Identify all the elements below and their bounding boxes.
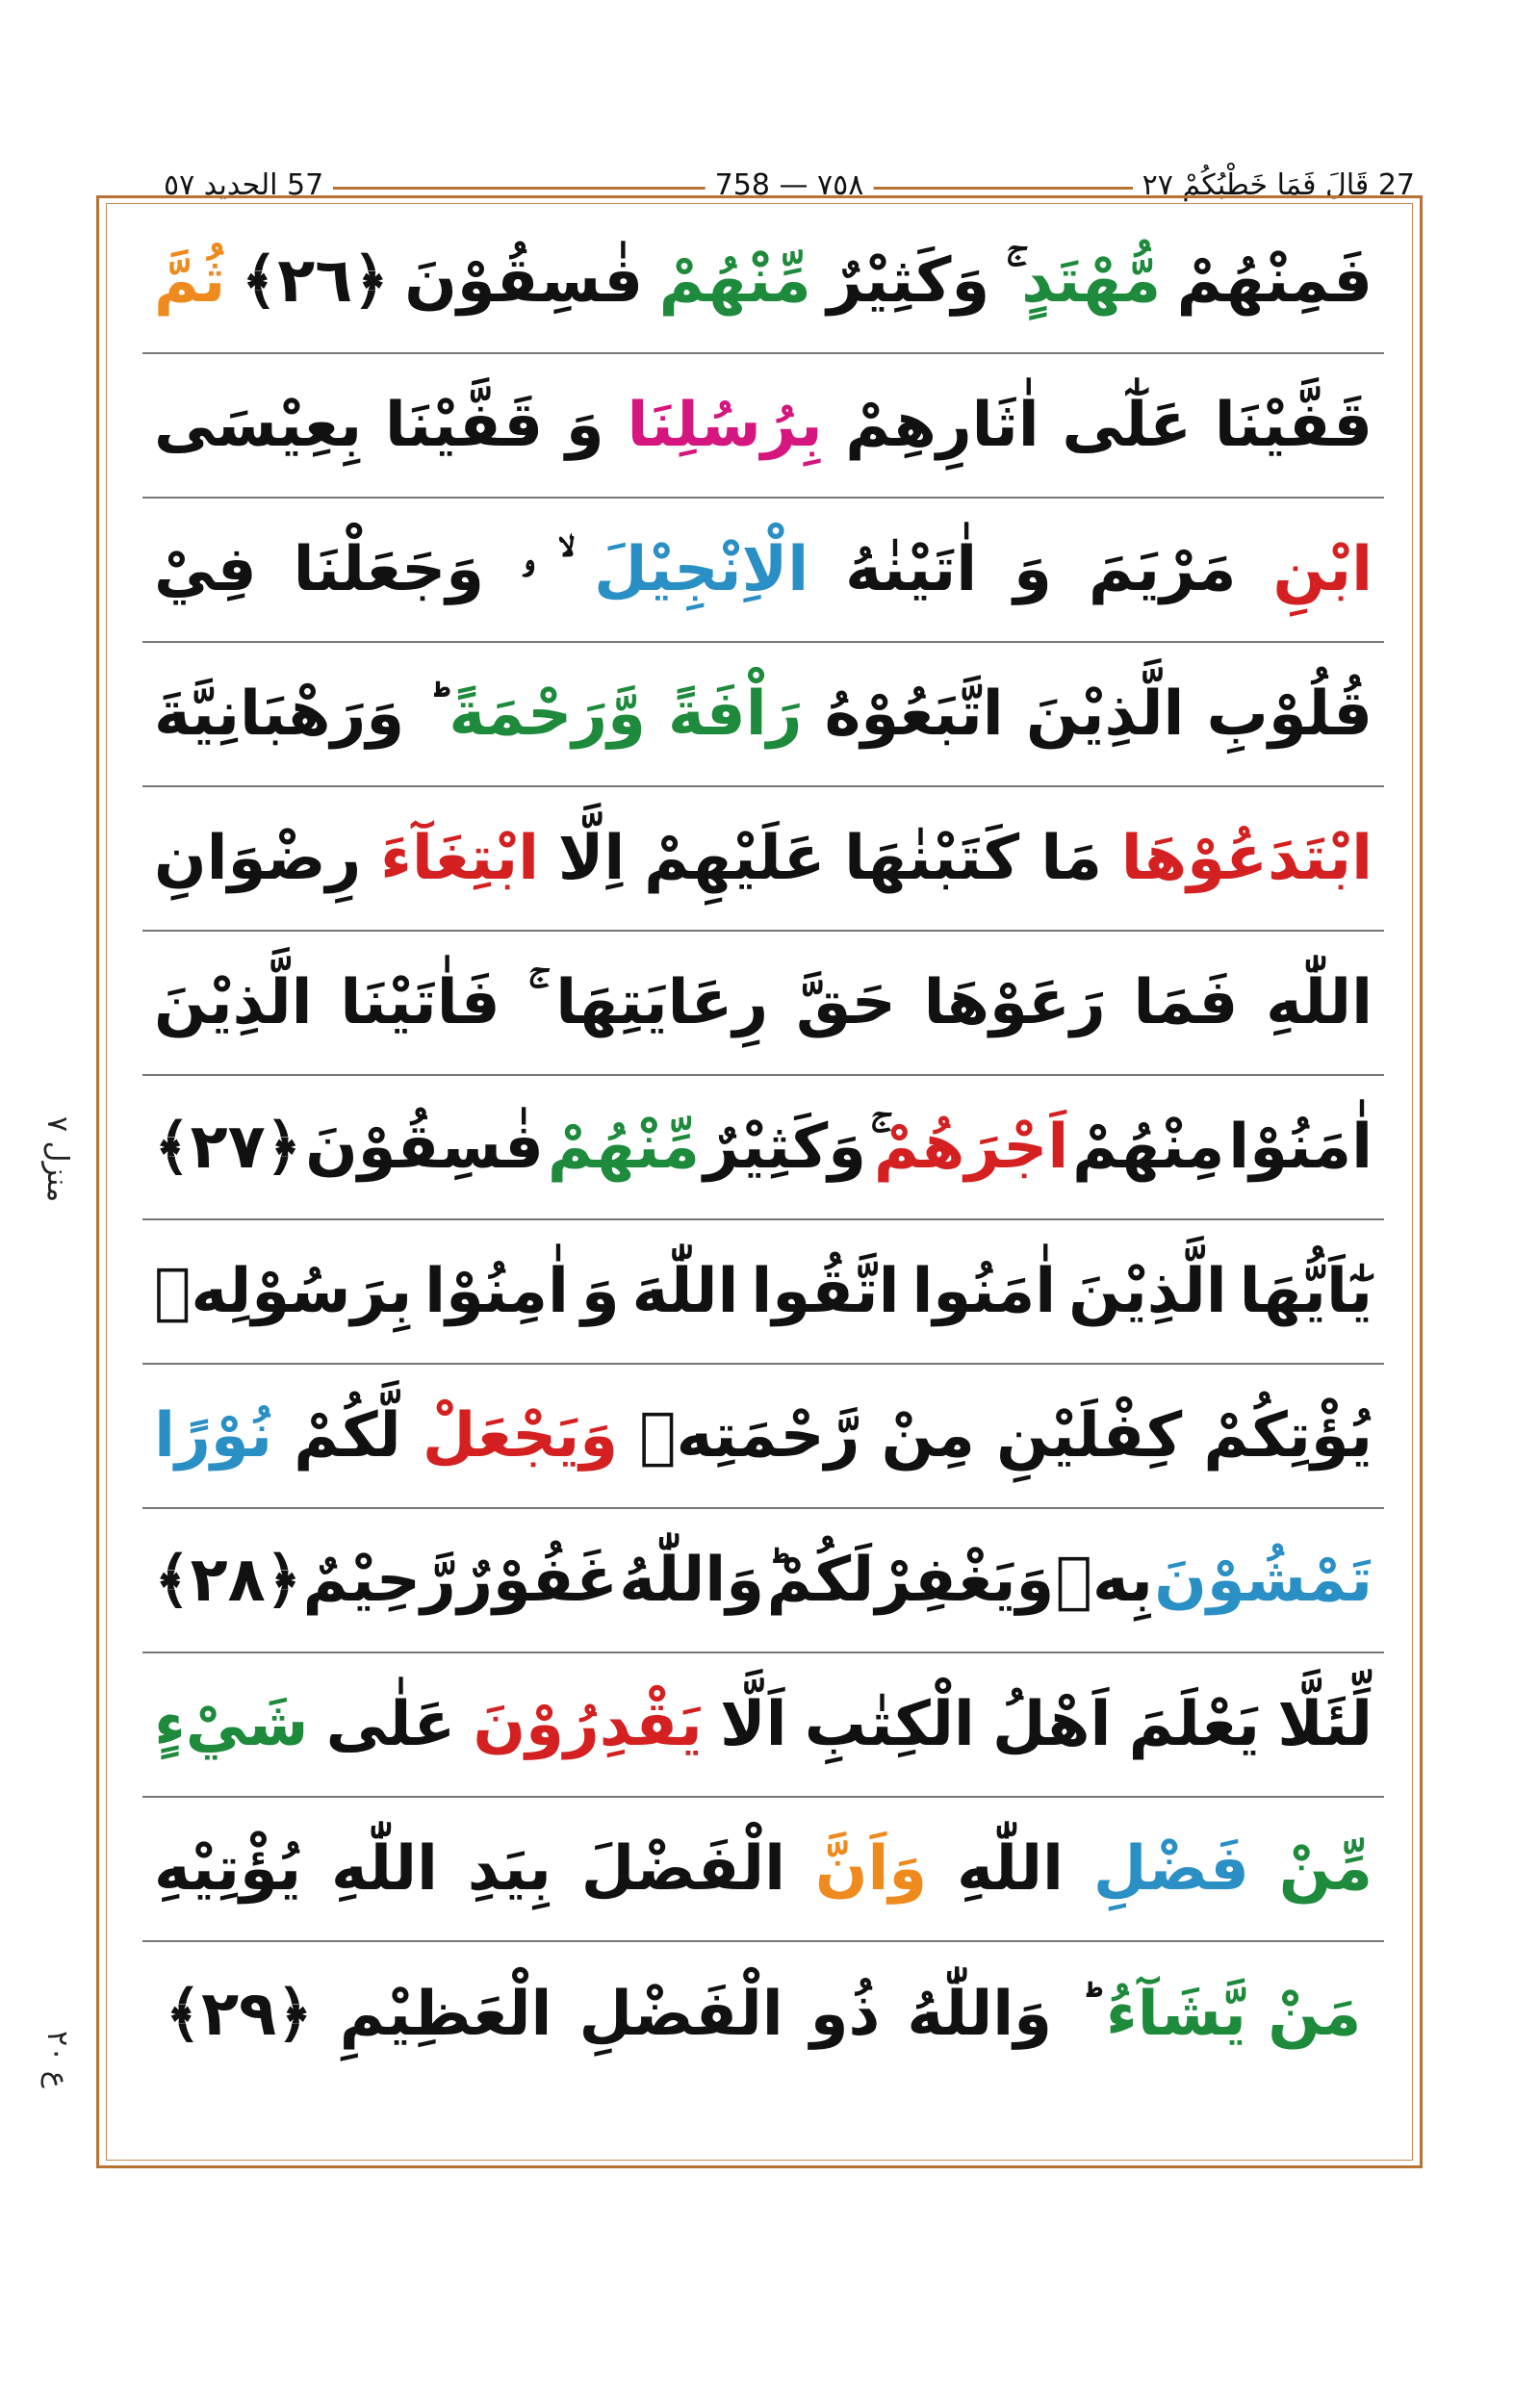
word: رَّحْمَتِهٖ bbox=[639, 1400, 860, 1472]
word: وَيَغْفِرْ bbox=[875, 1545, 1055, 1616]
word: عَلٰى bbox=[325, 1689, 456, 1760]
word: يُؤْتِكُمْ bbox=[1203, 1400, 1373, 1472]
word: عَلٰٓى bbox=[1062, 390, 1192, 461]
text-line bbox=[142, 1220, 1384, 1365]
text-line bbox=[142, 499, 1384, 643]
word: قَفَّيْنَا bbox=[1214, 390, 1373, 461]
word: ابْنِ bbox=[1272, 534, 1373, 605]
word: مُّهْتَدٍ bbox=[1021, 245, 1162, 317]
word: مِّنْهُمْ bbox=[658, 245, 811, 317]
word: الْكِتٰبِ bbox=[804, 1689, 975, 1760]
word: ابْتَدَعُوْهَا bbox=[1120, 823, 1373, 894]
word: اٰمَنُوْا bbox=[1228, 1112, 1373, 1183]
text-line bbox=[142, 932, 1384, 1076]
text-line bbox=[142, 354, 1384, 499]
word: تَمْشُوْنَ bbox=[1154, 1545, 1373, 1616]
word: بِيَدِ bbox=[467, 1833, 552, 1905]
word: ﴿٢٧﴾ bbox=[154, 1112, 302, 1183]
word: بِرُسُلِنَا bbox=[627, 390, 823, 461]
word: وَاللّٰهُ bbox=[907, 1979, 1052, 2050]
word: وَيَجْعَلْ bbox=[422, 1400, 619, 1472]
word: فَاٰتَيْنَا bbox=[340, 967, 500, 1038]
word: وَ bbox=[580, 1256, 620, 1327]
word: الَّذِيْنَ bbox=[1025, 678, 1185, 750]
word: يَقْدِرُوْنَ bbox=[473, 1689, 703, 1760]
word: وَ bbox=[1014, 534, 1052, 605]
word: بِعِيْسَى bbox=[154, 390, 363, 461]
word: اٰثَارِهِمْ bbox=[845, 390, 1040, 461]
word: كِفْلَيْنِ bbox=[996, 1400, 1183, 1472]
word: اَلَّا bbox=[719, 1689, 787, 1760]
word: وَجَعَلْنَا bbox=[293, 534, 484, 605]
word: شَيْءٍ bbox=[154, 1689, 309, 1760]
word: وَّرَحْمَةً bbox=[449, 678, 646, 750]
word: بِرَسُوْلِهٖ bbox=[154, 1256, 413, 1327]
text-line bbox=[142, 1509, 1384, 1653]
word: رِعَايَتِهَا bbox=[555, 967, 769, 1038]
word: يُؤْتِيْهِ bbox=[154, 1833, 302, 1905]
word: عَلَيْهِمْ bbox=[644, 823, 826, 894]
header-page-number: ٧٥٨ — 758 bbox=[706, 162, 874, 210]
text-line bbox=[142, 1798, 1384, 1942]
word: مَا كَتَبْنٰهَا bbox=[844, 823, 1102, 894]
word: مِنْهُمْ bbox=[1072, 1112, 1225, 1183]
word: ﴿٢٦﴾ bbox=[241, 245, 389, 317]
word: مَنْ يَّشَآءُ bbox=[1106, 1979, 1362, 2050]
word: مَرْيَمَ bbox=[1088, 534, 1237, 605]
word: الْفَضْلِ bbox=[578, 1979, 783, 2050]
word: رِضْوَانِ bbox=[154, 823, 362, 894]
word: اللّٰهَ bbox=[631, 1256, 739, 1327]
ruku-marker: ع ٢٠ bbox=[40, 2031, 74, 2088]
text-line bbox=[142, 643, 1384, 787]
word: بِهٖ bbox=[1055, 1545, 1153, 1616]
word: ﴿٢٨﴾ bbox=[154, 1545, 302, 1616]
word: اللّٰهِ bbox=[1266, 967, 1373, 1038]
word: مِنْ bbox=[881, 1400, 975, 1472]
word: وَكَثِيْرٌ bbox=[703, 1112, 866, 1183]
word: فَمَا bbox=[1133, 967, 1239, 1038]
text-line bbox=[142, 1365, 1384, 1509]
word: الْفَضْلَ bbox=[580, 1833, 785, 1905]
word: يٰٓاَيُّهَا bbox=[1239, 1256, 1373, 1327]
word: الَّذِيْنَ bbox=[1068, 1256, 1227, 1327]
word: اتَّبَعُوْهُ bbox=[824, 678, 1004, 750]
word: اَهْلُ bbox=[991, 1689, 1112, 1760]
word: ثُمَّ bbox=[154, 245, 226, 317]
text-line bbox=[142, 1653, 1384, 1798]
word: لَكُمْ bbox=[766, 1545, 875, 1616]
word: ۙ ۥ bbox=[520, 534, 558, 605]
word: وَ bbox=[565, 390, 604, 461]
word: الَّذِيْنَ bbox=[154, 967, 313, 1038]
word: الْاِنْجِيْلَ bbox=[594, 534, 809, 605]
word: وَرَهْبَانِيَّةَ bbox=[154, 678, 405, 750]
word: حَقَّ bbox=[796, 967, 896, 1038]
word: اٰتَيْنٰهُ bbox=[845, 534, 978, 605]
word: اٰمَنُوا bbox=[911, 1256, 1057, 1327]
word: لِّئَلَّا bbox=[1277, 1689, 1373, 1760]
word: اللّٰهِ bbox=[957, 1833, 1064, 1905]
header-surah-title: 57 الحديد ٥٧ bbox=[154, 162, 333, 210]
word: قَفَّيْنَا bbox=[384, 390, 544, 461]
word: وَكَثِيْرٌ bbox=[827, 245, 990, 317]
word: فَضْلِ bbox=[1092, 1833, 1249, 1905]
word: فٰسِقُوْنَ bbox=[305, 1112, 544, 1183]
word: فِيْ bbox=[154, 534, 257, 605]
word: اللّٰهِ bbox=[331, 1833, 438, 1905]
text-line bbox=[142, 1942, 1384, 2087]
word: اتَّقُوا bbox=[751, 1256, 900, 1327]
word: ﴿٢٩﴾ bbox=[165, 1979, 313, 2050]
text-line bbox=[142, 1076, 1384, 1220]
quran-text-block bbox=[142, 210, 1384, 2087]
manzil-marker: منزل ٧ bbox=[40, 1116, 74, 1203]
word: غَفُوْرٌ bbox=[457, 1545, 618, 1616]
word: اَجْرَهُمْ bbox=[873, 1112, 1069, 1183]
word: مِّنْهُمْ bbox=[547, 1112, 701, 1183]
header-juz-title: 27 قَالَ فَمَا خَطْبُكُمْ ٢٧ bbox=[1133, 162, 1424, 210]
word: قُلُوْبِ bbox=[1206, 678, 1373, 750]
word: فٰسِقُوْنَ bbox=[404, 245, 644, 317]
word: رَعَوْهَا bbox=[923, 967, 1106, 1038]
word: ذُو bbox=[809, 1979, 881, 2050]
word: اٰمِنُوْا bbox=[424, 1256, 569, 1327]
word: لَّكُمْ bbox=[294, 1400, 401, 1472]
word: وَاَنَّ bbox=[814, 1833, 928, 1905]
word: الْعَظِيْمِ bbox=[339, 1979, 552, 2050]
word: رَاْفَةً bbox=[667, 678, 803, 750]
word: مِّنْ bbox=[1278, 1833, 1373, 1905]
word: رَّحِيْمٌ bbox=[302, 1545, 456, 1616]
text-line bbox=[142, 787, 1384, 932]
word: اِلَّا bbox=[557, 823, 626, 894]
word: فَمِنْهُمْ bbox=[1176, 245, 1373, 317]
word: ابْتِغَآءَ bbox=[380, 823, 540, 894]
text-line bbox=[142, 210, 1384, 354]
word: نُوْرًا bbox=[154, 1400, 272, 1472]
word: وَاللّٰهُ bbox=[619, 1545, 764, 1616]
word: يَعْلَمَ bbox=[1128, 1689, 1261, 1760]
